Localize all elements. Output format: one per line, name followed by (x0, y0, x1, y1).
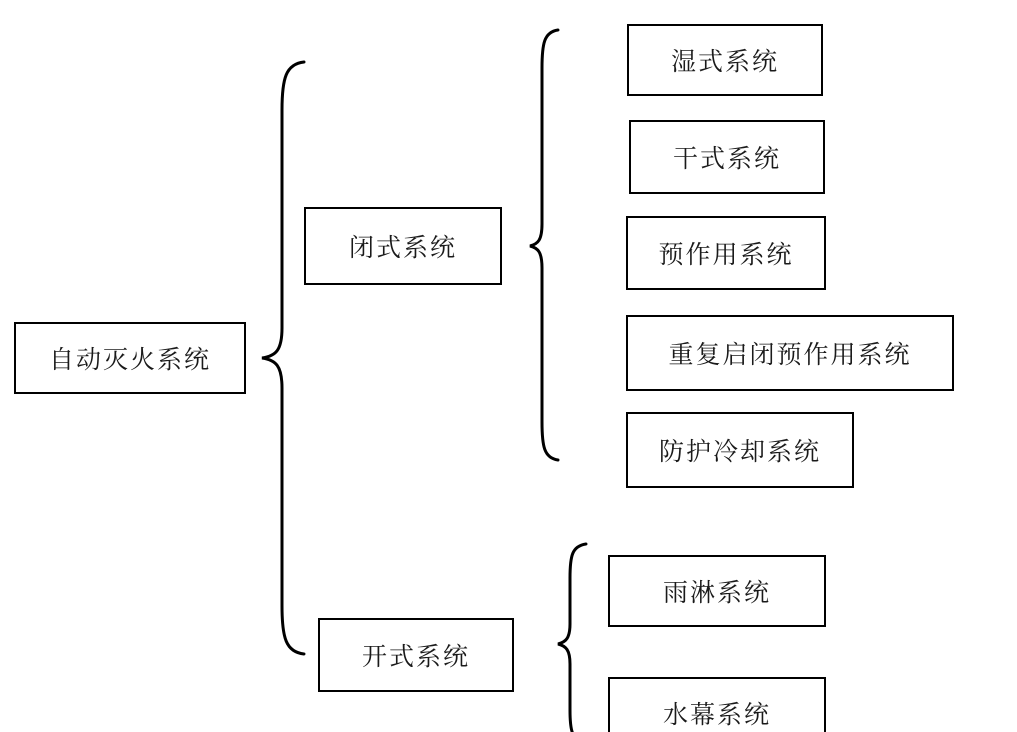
node-label: 重复启闭预作用系统 (668, 342, 912, 369)
node-leaf-preaction-system (626, 216, 826, 290)
brace-root (248, 50, 310, 670)
node-leaf-deluge-system (608, 555, 826, 627)
node-leaf-water-curtain-system (608, 677, 826, 732)
node-leaf-protection-cooling-system (626, 412, 854, 488)
node-branch-closed (304, 207, 502, 285)
node-leaf-dry-system (629, 120, 825, 194)
node-label: 开式系统 (361, 644, 470, 671)
node-label: 湿式系统 (670, 49, 779, 76)
node-label: 闭式系统 (348, 235, 457, 262)
node-label: 干式系统 (672, 146, 781, 173)
node-branch-open (318, 618, 514, 692)
node-label: 自动灭火系统 (48, 347, 211, 374)
node-label: 预作用系统 (658, 242, 794, 269)
node-label: 防护冷却系统 (658, 439, 821, 466)
node-label: 水幕系统 (662, 702, 771, 729)
node-leaf-wet-system (627, 24, 823, 96)
brace-open (540, 540, 606, 732)
node-leaf-recycling-preaction-system (626, 315, 954, 391)
node-label: 雨淋系统 (662, 580, 771, 607)
brace-closed (528, 26, 600, 466)
node-root (14, 322, 246, 394)
